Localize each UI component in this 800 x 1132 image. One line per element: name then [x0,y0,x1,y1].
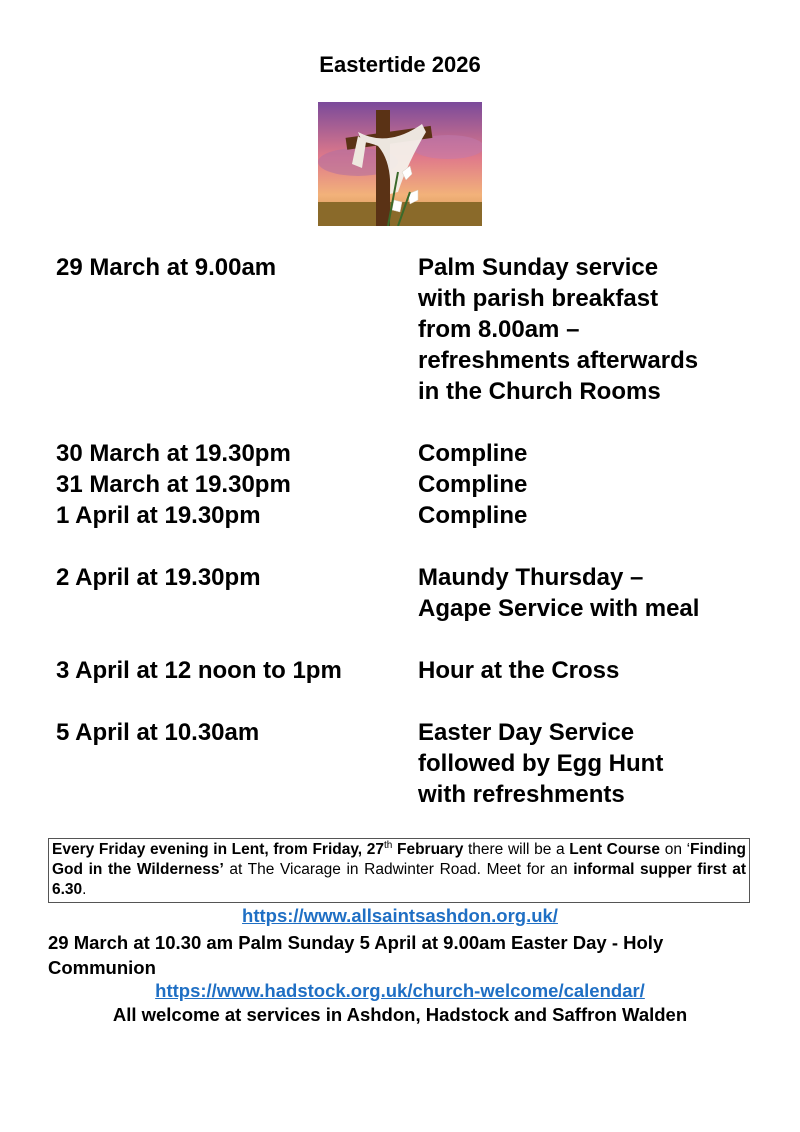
schedule-line: Palm Sunday service [418,254,659,281]
schedule-time: 2 April at 19.30pm [56,564,261,591]
hadstock-calendar-link[interactable]: https://www.hadstock.org.uk/church-welcome/calendar/ [155,980,645,1001]
page-title: Eastertide 2026 [319,52,481,77]
lent-bold-text: February [392,841,464,858]
lent-bold-text: Finding God in the Wilderness’ [52,841,746,878]
ordinal-suffix: th [384,839,393,851]
schedule-row [56,469,756,500]
schedule-row [56,252,756,407]
lent-bold-text: Every Friday evening in Lent, from Friday, 27 [52,841,384,858]
lent-text: there will be a [463,841,570,858]
schedule-row [56,438,756,469]
schedule-time: 1 April at 19.30pm [56,502,261,529]
schedule-line: from 8.00am – [418,316,580,343]
schedule-line: Maundy Thursday – [418,564,644,591]
ashdon-services: 29 March at 10.30 am Palm Sunday 5 April at 9.00am Easter Day - Holy Communion [48,932,664,978]
schedule-line: with parish breakfast [418,285,659,312]
schedule-time: 29 March at 9.00am [56,254,277,281]
schedule-line: followed by Egg Hunt [418,750,664,777]
schedule-line: with refreshments [418,781,625,808]
schedule-description: Compline [418,471,528,498]
schedule-time: 5 April at 10.30am [56,719,260,746]
schedule-description [418,252,756,407]
schedule-description: Compline [418,502,528,529]
schedule-description [418,717,756,810]
lent-text: . [82,881,87,898]
schedule-time: 30 March at 19.30pm [56,440,291,467]
schedule-row [56,717,756,810]
schedule-row [56,655,756,686]
ashdon-website-link[interactable]: https://www.allsaintsashdon.org.uk/ [242,905,558,926]
schedule-description [418,562,756,624]
schedule-time: 3 April at 12 noon to 1pm [56,657,342,684]
welcome-message: All welcome at services in Ashdon, Hadstock and Saffron Walden [112,1004,688,1025]
schedule-row [56,562,756,624]
lent-bold-text: informal supper first at 6.30 [52,861,746,898]
schedule-description: Compline [418,440,528,467]
schedule-line: refreshments afterwards [418,347,699,374]
schedule-description: Hour at the Cross [418,657,620,684]
schedule-line: Easter Day Service [418,719,635,746]
lent-text: on ‘ [660,841,691,858]
schedule-row [56,500,756,531]
schedule-line: Agape Service with meal [418,595,700,622]
schedule-time: 31 March at 19.30pm [56,471,291,498]
lent-text: at The Vicarage in Radwinter Road. Meet for an [223,861,574,878]
easter-cross-lilies-image [318,102,482,226]
lent-bold-text: Lent Course [569,841,661,858]
schedule-line: in the Church Rooms [418,378,661,405]
lent-course-notice [48,838,750,903]
service-schedule [56,252,756,810]
